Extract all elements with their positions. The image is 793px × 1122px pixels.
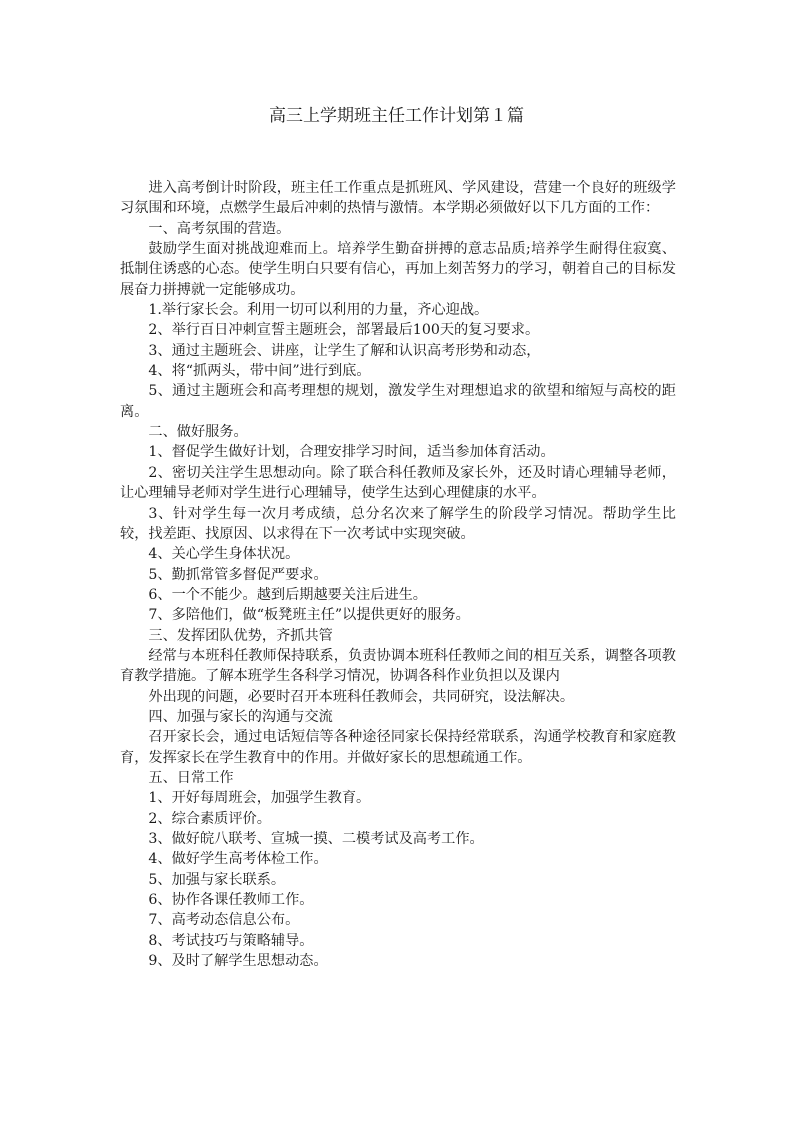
list-item: 4、将“抓两头，带中间”进行到底。 — [148, 363, 371, 380]
list-item: 2、综合素质评价。 — [148, 810, 271, 827]
list-item: 5、勤抓常管多督促严要求。 — [148, 566, 328, 583]
intro-paragraph: 进入高考倒计时阶段，班主任工作重点是抓班风、学风建设，营建一个良好的班级学习氛围和环境，点燃学生最后冲刺的热情与激情。本学期必须做好以下几方面的工作： — [120, 180, 676, 217]
list-item: 1、开好每周班会，加强学生教育。 — [148, 790, 371, 807]
list-item: 2、举行百日冲刺宣誓主题班会，部署最后100天的复习要求。 — [148, 322, 540, 339]
list-item: 3、通过主题班会、讲座，让学生了解和认识高考形势和动态， — [148, 342, 541, 359]
section-heading: 四、加强与家长的沟通与交流 — [148, 708, 333, 725]
section-heading: 一、高考氛围的营造。 — [148, 220, 291, 237]
list-item: 7、多陪他们，做“板凳班主任”以提供更好的服务。 — [148, 607, 470, 624]
paragraph: 召开家长会，通过电话短信等各种途径同家长保持经常联系，沟通学校教育和家庭教育，发挥家长在学生教育中的作用。并做好家长的思想疏通工作。 — [120, 729, 676, 766]
section-heading: 三、发挥团队优势，齐抓共管 — [148, 627, 333, 644]
document-body — [120, 178, 676, 971]
section-heading: 二、做好服务。 — [148, 424, 248, 441]
list-item: 6、一个不能少。越到后期越要关注后进生。 — [148, 586, 427, 603]
section-heading: 五、日常工作 — [148, 769, 234, 786]
list-item: 1、督促学生做好计划，合理安排学习时间，适当参加体育活动。 — [148, 444, 555, 461]
list-item: 5、通过主题班会和高考理想的规划，激发学生对理想追求的欲望和缩短与高校的距离。 — [120, 383, 676, 420]
list-item: 6、协作各课任教师工作。 — [148, 892, 314, 909]
list-item: 9、及时了解学生思想动态。 — [148, 953, 328, 970]
paragraph: 经常与本班科任教师保持联系，负责协调本班科任教师之间的相互关系，调整各项教育教学措施。了解本班学生各科学习情况，协调各科作业负担以及课内 — [120, 647, 676, 685]
list-item: 8、考试技巧与策略辅导。 — [148, 932, 314, 949]
list-item: 4、关心学生身体状况。 — [148, 546, 300, 563]
list-item: 7、高考动态信息公布。 — [148, 912, 300, 929]
list-item: 3、针对学生每一次月考成绩，总分名次来了解学生的阶段学习情况。帮助学生比较，找差距、找原因、以求得在下一次考试中实现突破。 — [120, 505, 676, 542]
paragraph-continuation: 外出现的问题，必要时召开本班科任教师会，共同研究，设法解决。 — [148, 688, 575, 705]
list-item: 2、密切关注学生思想动向。除了联合科任教师及家长外，还及时请心理辅导老师，让心理辅导老师对学生进行心理辅导，使学生达到心理健康的水平。 — [120, 464, 676, 502]
list-item: 4、做好学生高考体检工作。 — [148, 851, 328, 868]
list-item: 5、加强与家长联系。 — [148, 871, 286, 888]
list-item: 3、做好皖八联考、宣城一摸、二模考试及高考工作。 — [148, 831, 484, 847]
document-title: 高三上学期班主任工作计划第１篇 — [269, 106, 524, 126]
list-item: 1.举行家长会。利用一切可以利用的力量，齐心迎战。 — [148, 302, 489, 319]
paragraph: 鼓励学生面对挑战迎难而上。培养学生勤奋拼搏的意志品质;培养学生耐得住寂寞、抵制住诱惑的心态。使学生明白只要有信心，再加上刻苦努力的学习，朝着自己的目标发展奋力拼搏就一定能够成功。 — [120, 241, 676, 298]
